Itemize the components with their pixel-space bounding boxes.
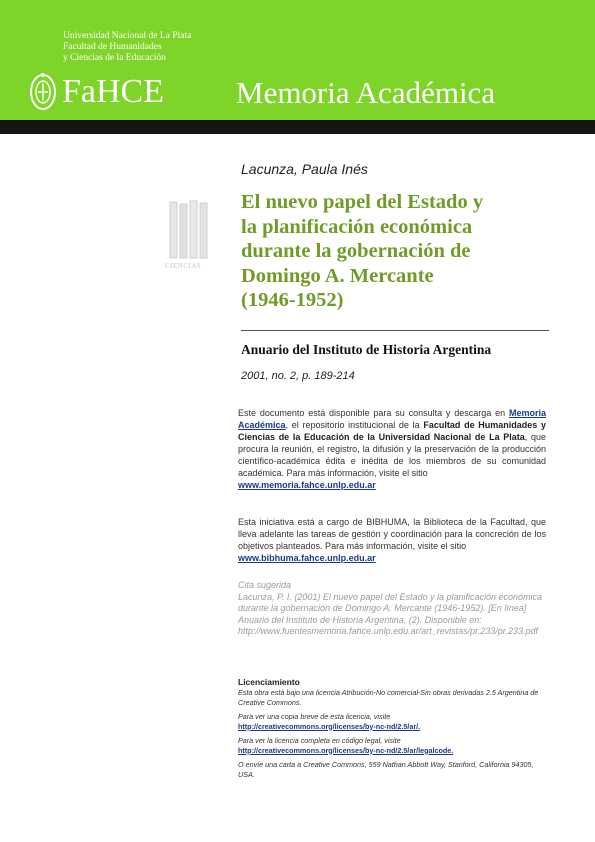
citation-heading: Cita sugerida (238, 580, 292, 590)
stacked-books-icon (166, 200, 214, 267)
title-rule (241, 330, 549, 331)
title-line: Domingo A. Mercante (241, 264, 434, 287)
license-full-link[interactable]: http://creativecommons.org/licenses/by-nc-nd/2.5/ar/legalcode. (238, 745, 454, 755)
faculty-name: Facultad de Humanidades y Ciencias de la Educación de la Universidad Nacional de La Plata (238, 420, 547, 442)
citation-info: 2001, no. 2, p. 189-214 (241, 370, 355, 382)
journal-name: Anuario del Instituto de Historia Argentina (241, 342, 492, 357)
title-line: (1946-1952) (241, 289, 344, 311)
faculty-line-2: y Ciencias de la Educación (63, 53, 166, 63)
header-divider-bar (0, 120, 595, 134)
license-text: Esta obra está bajo una licencia Atribución-No comercial-Sin obras derivadas 2.5 Argentina de Creative Commons. (238, 688, 539, 707)
title-line: durante la gobernación de (241, 240, 471, 262)
p1-text-c: , que procura la reunión, el registro, la difusión y la preservación de la producción científico-académica édita e inédita de los miembros de su comunidad académica. Para más información, visite el sitio (238, 432, 546, 478)
p1-text-a: Este documento está disponible para su consulta y descarga en (238, 408, 506, 418)
p2-text: Esta iniciativa está a cargo de BIBHUMA, la Biblioteca de la Facultad, que lleva adelante las tareas de gestión y coordinación para la concreción de los objetivos planteados. Para más información, visite el sitio (238, 517, 546, 551)
bibhuma-paragraph (238, 516, 546, 564)
license-short-link[interactable]: http://creativecommons.org/licenses/by-nc-nd/2.5/ar/. (238, 721, 421, 731)
title-line: El nuevo papel del Estado y (241, 191, 484, 213)
p1-text-b: , el repositorio institucional de la (285, 420, 420, 430)
fahce-logo: FaHCE (62, 73, 164, 110)
memoria-url-link[interactable]: www.memoria.fahce.unlp.edu.ar (238, 480, 376, 490)
license-section (238, 677, 550, 779)
license-short-text: Para ver una copia breve de esta licencia, visite (238, 712, 391, 721)
bibhuma-url-link[interactable]: www.bibhuma.fahce.unlp.edu.ar (238, 553, 376, 563)
repository-title: Memoria Académica (236, 75, 496, 110)
availability-paragraph (238, 407, 546, 491)
university-name (63, 31, 191, 64)
university-line: Universidad Nacional de La Plata (63, 31, 192, 41)
faculty-line-1: Facultad de Humanidades (63, 42, 162, 52)
citation-text: Lacunza, P. I. (2001) El nuevo papel del Estado y la planificación económica durante la gobernación de Domingo A. Mercante (1946-1952). [En línea] Anuario del Instituto de Historia Argentina, (2). Disponible en: http://www.fuentesmemoria.fahce.unlp.edu.ar/art_revistas/pr.233/pr.233.pdf (238, 591, 543, 636)
license-mail-text: O envíe una carta a Creative Commons, 559 Nathan Abbott Way, Stanford, California 94305, USA. (238, 760, 534, 779)
title-line: la planificación económica (241, 215, 473, 238)
suggested-citation (238, 580, 548, 638)
author: Lacunza, Paula Inés (241, 161, 368, 177)
memoria-academica-link[interactable]: Memoria Académica (238, 408, 546, 430)
document-title (241, 190, 561, 313)
license-heading: Licenciamiento (238, 677, 300, 687)
watermark-caption: CIENCIAS (165, 262, 202, 270)
license-full-text: Para ver la licencia completa en código legal, visite (238, 736, 401, 745)
university-seal-icon (28, 72, 58, 117)
